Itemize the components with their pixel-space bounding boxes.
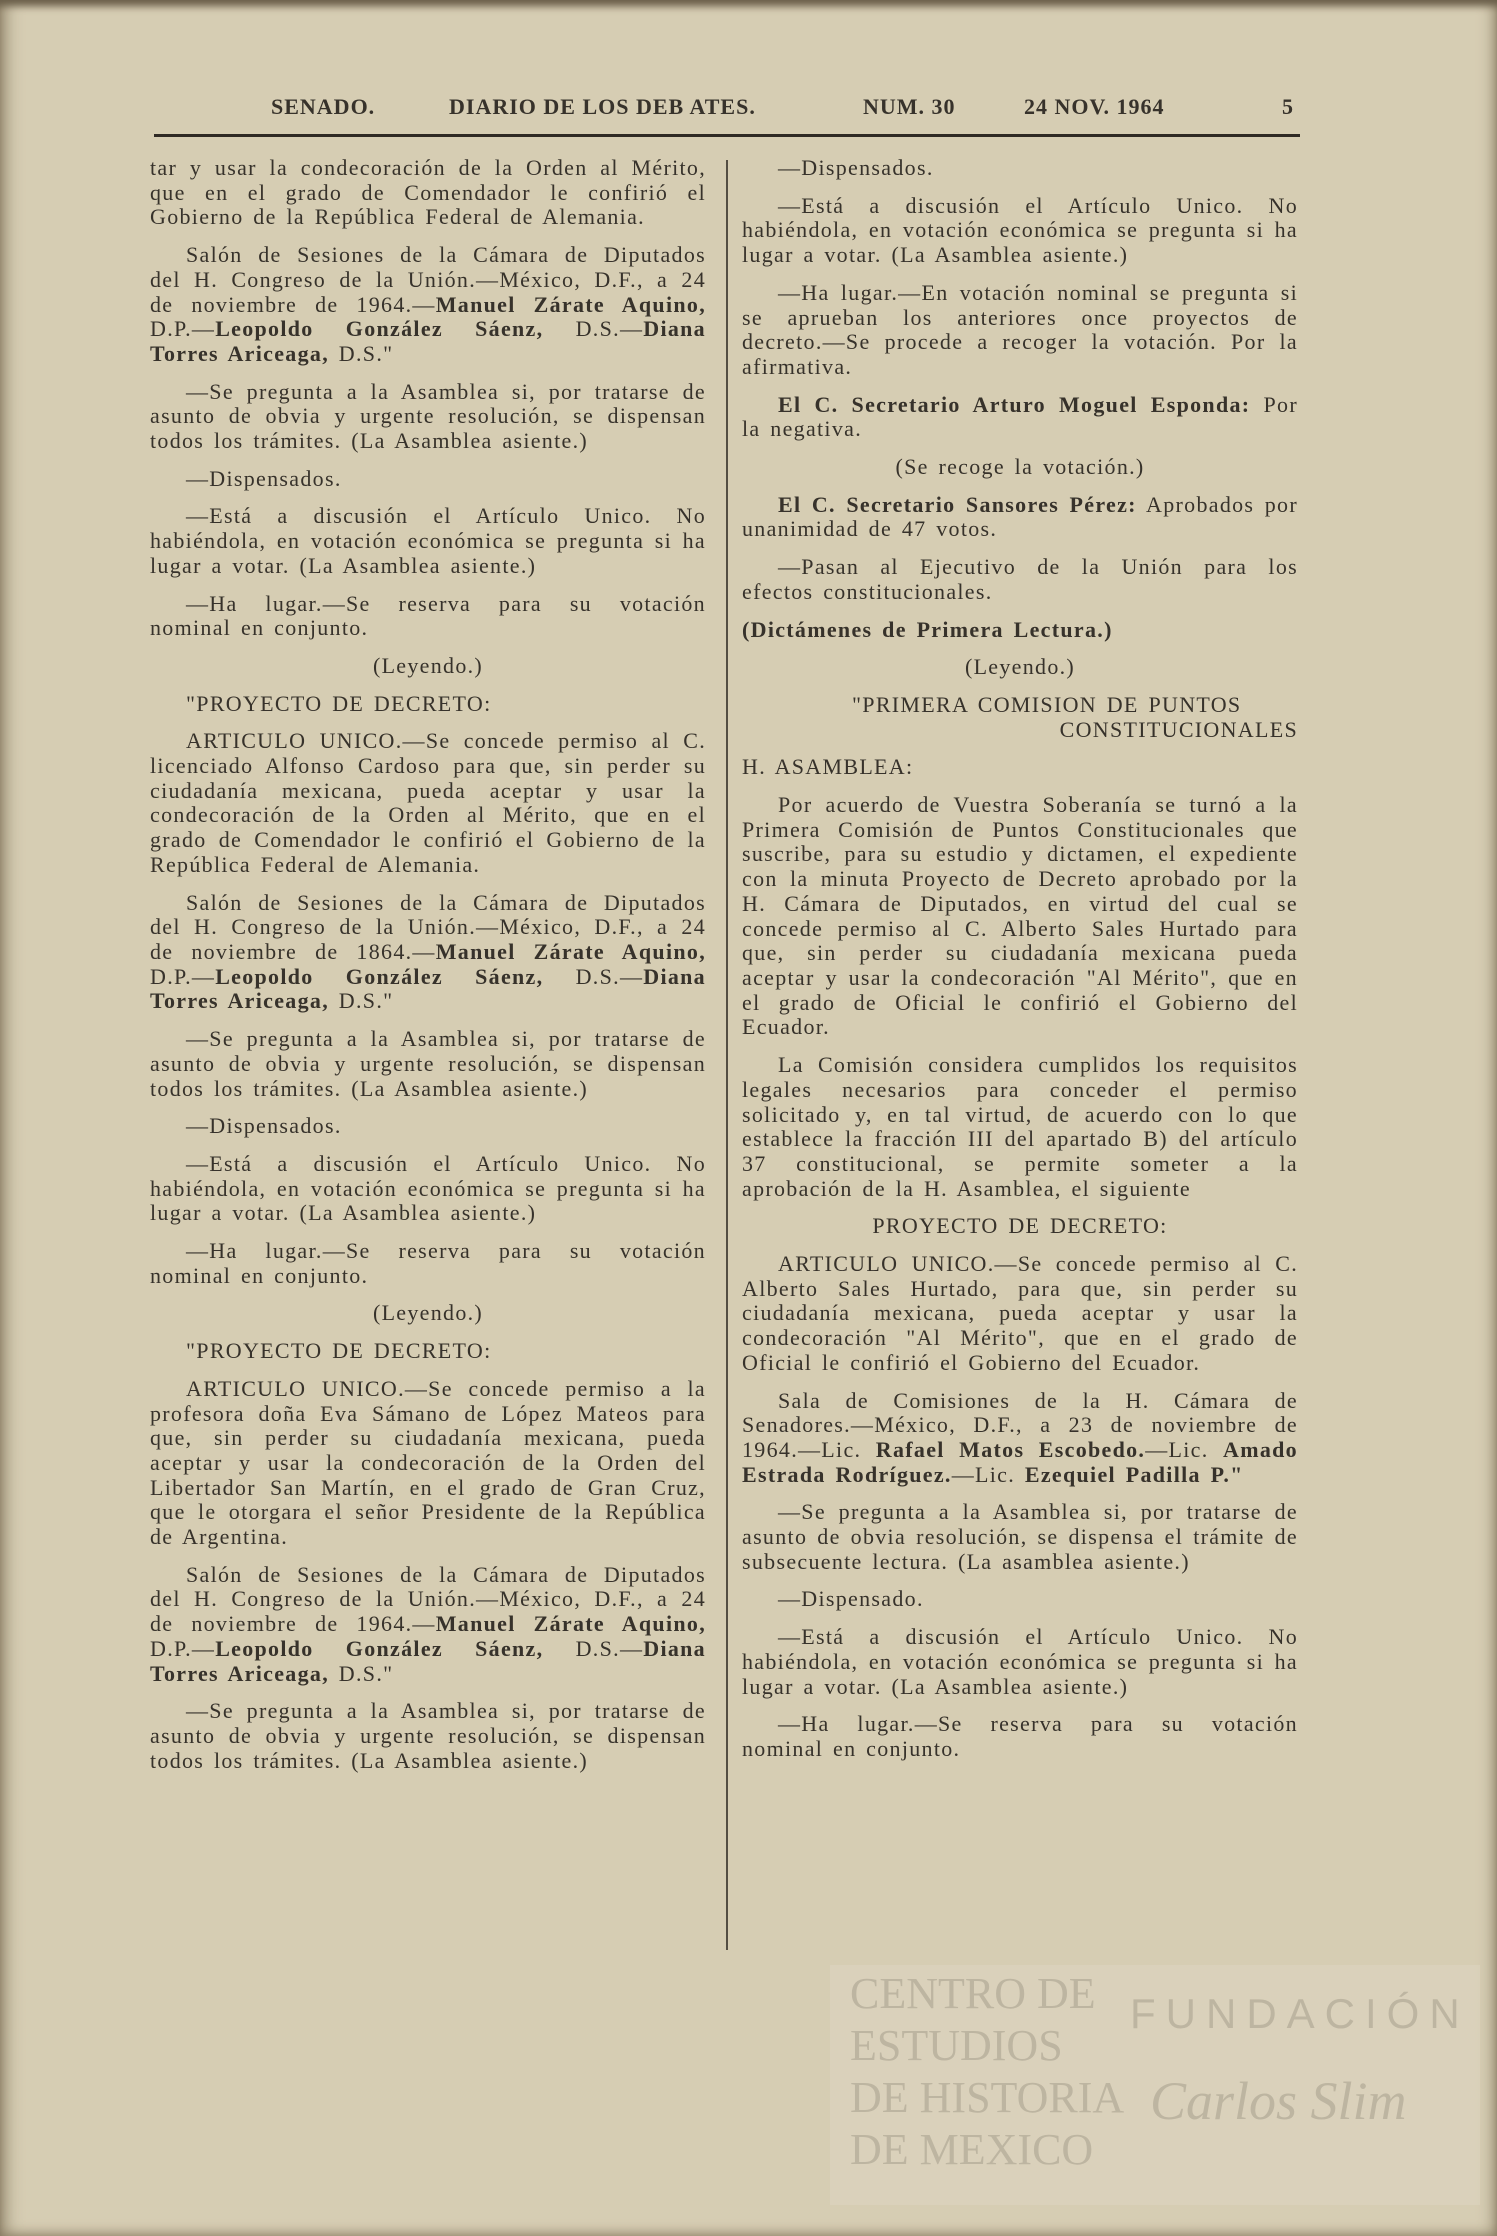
header-number: NUM. 30 — [863, 94, 956, 119]
text-run: —Se pregunta a la Asamblea si, por tratarse de asunto de obvia resolución, se dispensa el trámite de subsecuente lectura. (La asamblea asiente.) — [742, 1499, 1298, 1574]
text-run: —Está a discusión el Artículo Unico. No habiéndola, en votación económica se pregunta si ha lugar a votar. (La Asamblea asiente.) — [150, 1150, 706, 1226]
paragraph — [150, 156, 706, 230]
watermark-signature: Carlos Slim — [1150, 2071, 1407, 2131]
paragraph — [150, 1027, 706, 1101]
text-run: D.S.— — [543, 316, 644, 342]
paragraph — [742, 1389, 1298, 1488]
text-run: D.P.— — [150, 316, 216, 342]
text-run: —Pasan al Ejecutivo de la Unión para los efectos constitucionales. — [742, 554, 1298, 604]
watermark-line: CENTRO DE — [850, 1969, 1096, 2018]
text-run: —Dispensados. — [186, 465, 342, 491]
watermark-line: ESTUDIOS — [850, 2021, 1063, 2070]
paragraph — [150, 467, 706, 492]
paragraph — [150, 1563, 706, 1687]
header-publication: DIARIO DE LOS DEB ATES. — [449, 94, 756, 119]
paragraph — [150, 1239, 706, 1288]
text-run: D.S." — [329, 1660, 394, 1686]
text-run: —Está a discusión el Artículo Unico. No habiéndola, en votación económica se pregunta si ha lugar a votar. (La Asamblea asiente.) — [742, 192, 1298, 268]
text-run: Por acuerdo de Vuestra Soberanía se turnó a la Primera Comisión de Puntos Constitucionales que suscribe, para su estudio y dictamen, el expediente con la minuta Proyecto de Decreto aprobado por la H. Cámara de Diputados, en virtud del cual se concede permiso al C. Alberto Sales Hurtado para que, sin perder su ciudadanía mexicana pueda aceptar y usar la condecoración "Al Mérito", que en el grado de Oficial le confirió el Gobierno del Ecuador. — [742, 792, 1298, 1040]
text-run: ARTICULO UNICO.—Se concede permiso al C. Alberto Sales Hurtado, para que, sin perder su ciudadanía mexicana, pueda aceptar y usar la condecoración "Al Mérito", que en el grado de Oficial le confirió el Gobierno del Ecuador. — [742, 1251, 1298, 1375]
text-run: Por la negativa. — [742, 391, 1298, 442]
text-run: "PRIMERA COMISION DE PUNTOS — [852, 691, 1242, 717]
text-run: D.P.— — [150, 963, 216, 989]
text-run: D.S.— — [543, 963, 644, 989]
paragraph — [150, 1114, 706, 1139]
paragraph — [742, 793, 1298, 1040]
paragraph — [742, 393, 1298, 442]
text-run: —Ha lugar.—Se reserva para su votación nominal en conjunto. — [742, 1711, 1298, 1761]
bold-text: El C. Secretario Sansores Pérez: — [778, 491, 1137, 517]
paragraph — [742, 693, 1298, 742]
paragraph — [150, 891, 706, 1015]
paragraph — [150, 1377, 706, 1550]
bold-text: Leopoldo González Sáenz, — [215, 963, 544, 989]
text-run: —Dispensados. — [186, 1113, 342, 1139]
text-run: PROYECTO DE DECRETO: — [872, 1213, 1168, 1239]
bold-text: Rafael Matos Escobedo. — [875, 1436, 1146, 1462]
paragraph — [742, 1625, 1298, 1699]
paragraph — [742, 1214, 1298, 1239]
paragraph — [150, 1152, 706, 1226]
text-run: —Está a discusión el Artículo Unico. No habiéndola, en votación económica se pregunta si ha lugar a votar. (La Asamblea asiente.) — [150, 503, 706, 578]
paragraph — [150, 504, 706, 578]
paragraph — [150, 592, 706, 641]
text-run: (Leyendo.) — [372, 652, 484, 678]
header-page-number: 5 — [1282, 94, 1294, 119]
paragraph — [150, 243, 706, 367]
text-run: (Leyendo.) — [964, 654, 1076, 680]
text-run: Salón de Sesiones de la Cámara de Diputados del H. Congreso de la Unión.—México, D.F., a 24 de noviembre de 1964.— — [150, 242, 706, 317]
paragraph — [742, 755, 1298, 780]
bold-text: Diana Torres Ariceaga, — [150, 316, 706, 366]
paragraph — [742, 1587, 1298, 1612]
bold-text: El C. Secretario Arturo Moguel Esponda: — [778, 391, 1251, 417]
text-run: H. ASAMBLEA: — [742, 754, 914, 780]
bold-text: Manuel Zárate Aquino, — [435, 938, 706, 964]
paragraph — [150, 1339, 706, 1364]
text-run: D.S." — [329, 340, 394, 366]
text-run: La Comisión considera cumplidos los requisitos legales necesarios para conceder el permiso solicitado y, en tal virtud, de acuerdo con lo que establece la fracción III del apartado B) del artículo 37 constitucional, se permite someter a la aprobación de la H. Asamblea, el siguiente — [742, 1052, 1298, 1201]
text-run: ARTICULO UNICO.—Se concede permiso a la profesora doña Eva Sámano de López Mateos para que, sin perder su ciudadanía mexicana, pueda aceptar y usar la condecoración de la Orden del Libertador San Martín, en el grado de Gran Cruz, que le otorgara el señor Presidente de la República de Argentina. — [150, 1375, 706, 1550]
paragraph — [150, 729, 706, 877]
paragraph — [742, 555, 1298, 604]
paragraph — [150, 380, 706, 454]
text-run: —Se pregunta a la Asamblea si, por tratarse de asunto de obvia y urgente resolución, se dispensan todos los trámites. (La Asamblea asiente.) — [150, 1026, 706, 1101]
text-run: ARTICULO UNICO.—Se concede permiso al C. licenciado Alfonso Cardoso para que, sin perder su ciudadanía mexicana, pueda aceptar y usar la condecoración de la Orden al Mérito, que en el grado de Comendador le confirió el Gobierno de la República Federal de Alemania. — [150, 728, 706, 877]
paragraph — [742, 1252, 1298, 1376]
bold-text: (Dictámenes de Primera Lectura.) — [742, 616, 1113, 642]
text-run: "PROYECTO DE DECRETO: — [186, 1338, 492, 1364]
text-run: —Dispensado. — [778, 1586, 924, 1612]
bold-text: Manuel Zárate Aquino, — [435, 1611, 706, 1637]
paragraph — [742, 618, 1298, 643]
running-header — [154, 94, 1300, 124]
bold-text: Manuel Zárate Aquino, — [435, 291, 706, 317]
paragraph — [150, 1301, 706, 1326]
text-run: D.S.— — [543, 1635, 644, 1661]
text-run: Salón de Sesiones de la Cámara de Diputados del H. Congreso de la Unión.—México, D.F., a 24 de noviembre de 1864.— — [150, 889, 706, 964]
paragraph — [742, 1712, 1298, 1761]
header-chamber: SENADO. — [271, 94, 376, 119]
column-divider — [726, 160, 728, 1950]
bold-text: Diana Torres Ariceaga, — [150, 1635, 706, 1686]
text-run: D.S." — [329, 988, 394, 1014]
paragraph — [742, 1500, 1298, 1574]
text-run: D.P.— — [150, 1635, 216, 1661]
left-column — [150, 156, 706, 1786]
text-run: CONSTITUCIONALES — [1059, 716, 1298, 742]
text-run: tar y usar la condecoración de la Orden al Mérito, que en el grado de Comendador le confirió el Gobierno de la República Federal de Alemania. — [150, 155, 706, 230]
text-run: Salón de Sesiones de la Cámara de Diputados del H. Congreso de la Unión.—México, D.F., a 24 de noviembre de 1964.— — [150, 1561, 706, 1637]
text-run: —Dispensados. — [778, 155, 934, 180]
watermark-line: DE MEXICO — [850, 2125, 1094, 2174]
watermark-line: DE HISTORIA — [850, 2073, 1125, 2122]
paragraph — [742, 655, 1298, 680]
header-rule — [154, 134, 1300, 137]
bold-text: Diana Torres Ariceaga, — [150, 963, 706, 1014]
bold-text: Amado Estrada Rodríguez. — [742, 1436, 1298, 1487]
right-column — [742, 156, 1298, 1775]
text-run: —Lic. — [1145, 1436, 1224, 1462]
paragraph — [150, 692, 706, 717]
text-run: Aprobados por unanimidad de 47 votos. — [742, 491, 1298, 542]
text-run: (Se recoge la votación.) — [895, 454, 1145, 480]
bold-text: Leopoldo González Sáenz, — [215, 316, 544, 342]
text-run: —Se pregunta a la Asamblea si, por tratarse de asunto de obvia y urgente resolución, se dispensan todos los trámites. (La Asamblea asiente.) — [150, 1698, 706, 1773]
text-run: "PROYECTO DE DECRETO: — [186, 690, 492, 716]
paragraph — [742, 493, 1298, 542]
paragraph — [742, 1053, 1298, 1201]
text-run: (Leyendo.) — [372, 1300, 484, 1326]
text-run: —Ha lugar.—En votación nominal se pregunta si se aprueban los anteriores once proyectos de decreto.—Se procede a recoger la votación. Por la afirmativa. — [742, 279, 1298, 379]
paragraph — [742, 194, 1298, 268]
text-run: —Se pregunta a la Asamblea si, por tratarse de asunto de obvia y urgente resolución, se dispensan todos los trámites. (La Asamblea asiente.) — [150, 378, 706, 454]
paragraph — [742, 455, 1298, 480]
paragraph — [742, 281, 1298, 380]
bold-text: Leopoldo González Sáenz, — [215, 1635, 544, 1661]
bold-text: Ezequiel Padilla P." — [1024, 1461, 1244, 1487]
text-run: —Ha lugar.—Se reserva para su votación nominal en conjunto. — [150, 590, 706, 641]
header-date: 24 NOV. 1964 — [1024, 94, 1165, 119]
paragraph — [150, 654, 706, 679]
text-run: Sala de Comisiones de la H. Cámara de Senadores.—México, D.F., a 23 de noviembre de 1964.—Lic. — [742, 1387, 1298, 1462]
paragraph — [150, 1699, 706, 1773]
paragraph — [742, 156, 1298, 181]
watermark-line: FUNDACIÓN — [1130, 1990, 1470, 2037]
text-run: —Lic. — [951, 1461, 1025, 1487]
text-run: —Está a discusión el Artículo Unico. No habiéndola, en votación económica se pregunta si ha lugar a votar. (La Asamblea asiente.) — [742, 1624, 1298, 1699]
text-run: —Ha lugar.—Se reserva para su votación nominal en conjunto. — [150, 1238, 706, 1288]
